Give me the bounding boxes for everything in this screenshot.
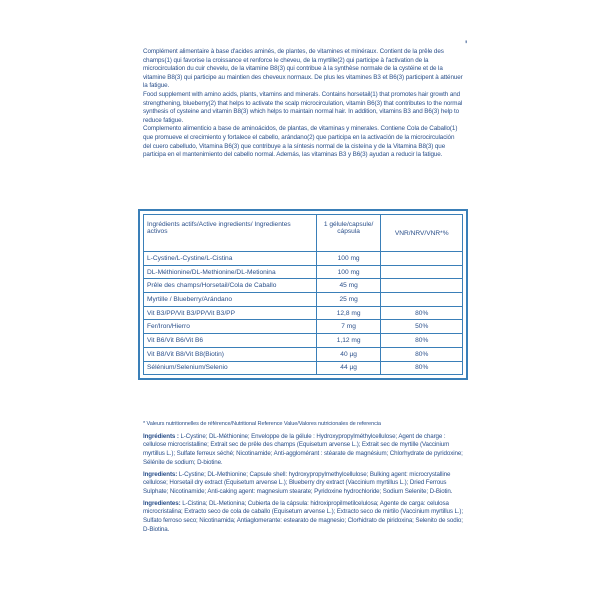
table-row xyxy=(144,320,463,334)
row-name: DL-Méthionine/DL-Methionine/DL-Metionina xyxy=(144,265,317,279)
nutrition-table xyxy=(143,214,463,375)
row-amount: 12,8 mg xyxy=(316,306,381,320)
row-amount: 7 mg xyxy=(316,320,381,334)
ingredients-english-text: L-Cystine; DL-Methionine; Capsule shell: hydroxypropylmethylcellulose; Bulking agent: microcrystalline cellulose; Horsetail dry extract (Equisetum arvense L.); Blueberry dry extract (Vaccinium myrtillus L.); Dried Ferrous Sulphate; Nicotinamide; Anti-caking agent: magnesium stearate; Pyridoxine hydrochloride; Sodium Selenite; D-Biotin. xyxy=(143,470,453,495)
row-amount: 25 mg xyxy=(316,293,381,307)
ingredients-french-label: Ingrédients : xyxy=(143,432,179,440)
row-name: Vit B3/PP/Vit B3/PP/Vit B3/PP xyxy=(144,306,317,320)
table-row xyxy=(144,306,463,320)
row-name: Vit B8/Vit B8/Vit B8(Biotin) xyxy=(144,347,317,361)
row-name: Vit B6/Vit B6/Vit B6 xyxy=(144,334,317,348)
row-vnr: 80% xyxy=(381,306,463,320)
intro-french: Complément alimentaire à base d'acides aminés, de plantes, de vitamines et minéraux. Contient de la prêle des champs(1) qui favorise la croissance et renforce le cheveu, de la myrtille(2) qui participe à l'activation de la microcirculation du cuir chevelu, de la vitamine B8(3) qui contribue à la synthèse normale de la cystéine et de la vitamine B8(3) qui participe au maintien des cheveux normaux. De plus les vitamines B3 et B6(3) participent à atténuer la fatigue. xyxy=(143,48,463,90)
table-row xyxy=(144,293,463,307)
row-vnr: 80% xyxy=(381,334,463,348)
ingredients-spanish-label: Ingredientes: xyxy=(143,499,181,507)
header-ingredients: Ingrédients actifs/Active ingredients/ Ingredientes activos xyxy=(144,215,317,252)
corner-mark: ' xyxy=(465,38,468,52)
table-header-row xyxy=(144,215,463,252)
row-name: L-Cystine/L-Cystine/L-Cistina xyxy=(144,252,317,266)
table-row xyxy=(144,334,463,348)
row-vnr xyxy=(381,265,463,279)
row-name: Sélénium/Selenium/Selenio xyxy=(144,361,317,375)
table-row xyxy=(144,347,463,361)
row-name: Fer/Iron/Hierro xyxy=(144,320,317,334)
row-vnr: 80% xyxy=(381,361,463,375)
row-amount: 100 mg xyxy=(316,252,381,266)
header-amount: 1 gélule/capsule/ cápsula xyxy=(316,215,381,252)
header-vnr: VNR/NRV/VNR*% xyxy=(381,215,463,252)
ingredients-block xyxy=(143,420,465,537)
table-row xyxy=(144,265,463,279)
ingredients-english-label: Ingredients: xyxy=(143,470,178,478)
table-row xyxy=(144,361,463,375)
ingredients-spanish-text: L-Cistina; DL-Metionina; Cubierta de la cápsula: hidroxipropilmetilcelulosa; Agente de carga: celulosa microcristalina; Extracto seco de cola de caballo (Equisetum arvense L.); Extracto seco de mirtilo (Vaccinium myrtillus L.); Sulfato ferroso seco; Nicotinamida; Antiaglomerante: estearato de magnesio; Clorhidrato de piridoxina; Selenito de sodio; D-Biotina. xyxy=(143,499,464,533)
row-vnr xyxy=(381,293,463,307)
row-amount: 40 µg xyxy=(316,347,381,361)
row-vnr xyxy=(381,279,463,293)
table-row xyxy=(144,279,463,293)
row-vnr xyxy=(381,252,463,266)
row-vnr: 80% xyxy=(381,347,463,361)
ingredients-french xyxy=(143,433,465,468)
ingredients-spanish xyxy=(143,500,465,535)
reference-footnote: * Valeurs nutritionnelles de référence/Nutritional Reference Value/Valores nutricionales de referencia xyxy=(143,421,381,427)
intro-spanish: Complemento alimenticio a base de aminoácidos, de plantas, de vitaminas y minerales. Contiene Cola de Caballo(1) que promueve el crecimiento y fortalece el cabello, arándano(2) que participa en la activación de la microcirculación del cuero cabelludo, Vitamina B6(3) que contribuye a la síntesis normal de la cisteína y de la Vitamina B8(3) que participa en el mantenimiento del cabello normal. Además, las vitaminas B3 y B6(3) ayudan a reducir la fatigue. xyxy=(143,125,458,159)
intro-english: Food supplement with amino acids, plants, vitamins and minerals. Contains horsetail(1) that promotes hair growth and strengthening, blueberry(2) that helps to activate the scalp microcirculation, vitamin B6(3) that contributes to the normal synthesis of cysteine and vitamin B8(3) which helps to maintain normal hair. In addition, vitamins B3 and B6(3) help to reduce fatigue. xyxy=(143,90,463,124)
ingredients-french-text: L-Cystine; DL-Méthionine; Enveloppe de la gélule : Hydroxypropylméthylcellulose; Agent de charge : cellulose microcristalline; Extrait sec de prêle des champs (Equisetum arvense L.); Extrait sec de myrtille (Vaccinium myrtillus L.); Sulfate ferreux séché; Nicotinamide; Anti-agglomérant : stéarate de magnésium; Chlorhydrate de pyridoxine; Sélénite de sodium; D-biotine. xyxy=(143,432,463,466)
row-name: Myrtille / Blueberry/Arándano xyxy=(144,293,317,307)
table-row xyxy=(144,252,463,266)
row-amount: 45 mg xyxy=(316,279,381,293)
row-amount: 1,12 mg xyxy=(316,334,381,348)
row-vnr: 50% xyxy=(381,320,463,334)
intro-block xyxy=(143,48,463,160)
row-amount: 100 mg xyxy=(316,265,381,279)
ingredients-english xyxy=(143,471,465,497)
row-name: Prêle des champs/Horsetail/Cola de Caballo xyxy=(144,279,317,293)
row-amount: 44 µg xyxy=(316,361,381,375)
